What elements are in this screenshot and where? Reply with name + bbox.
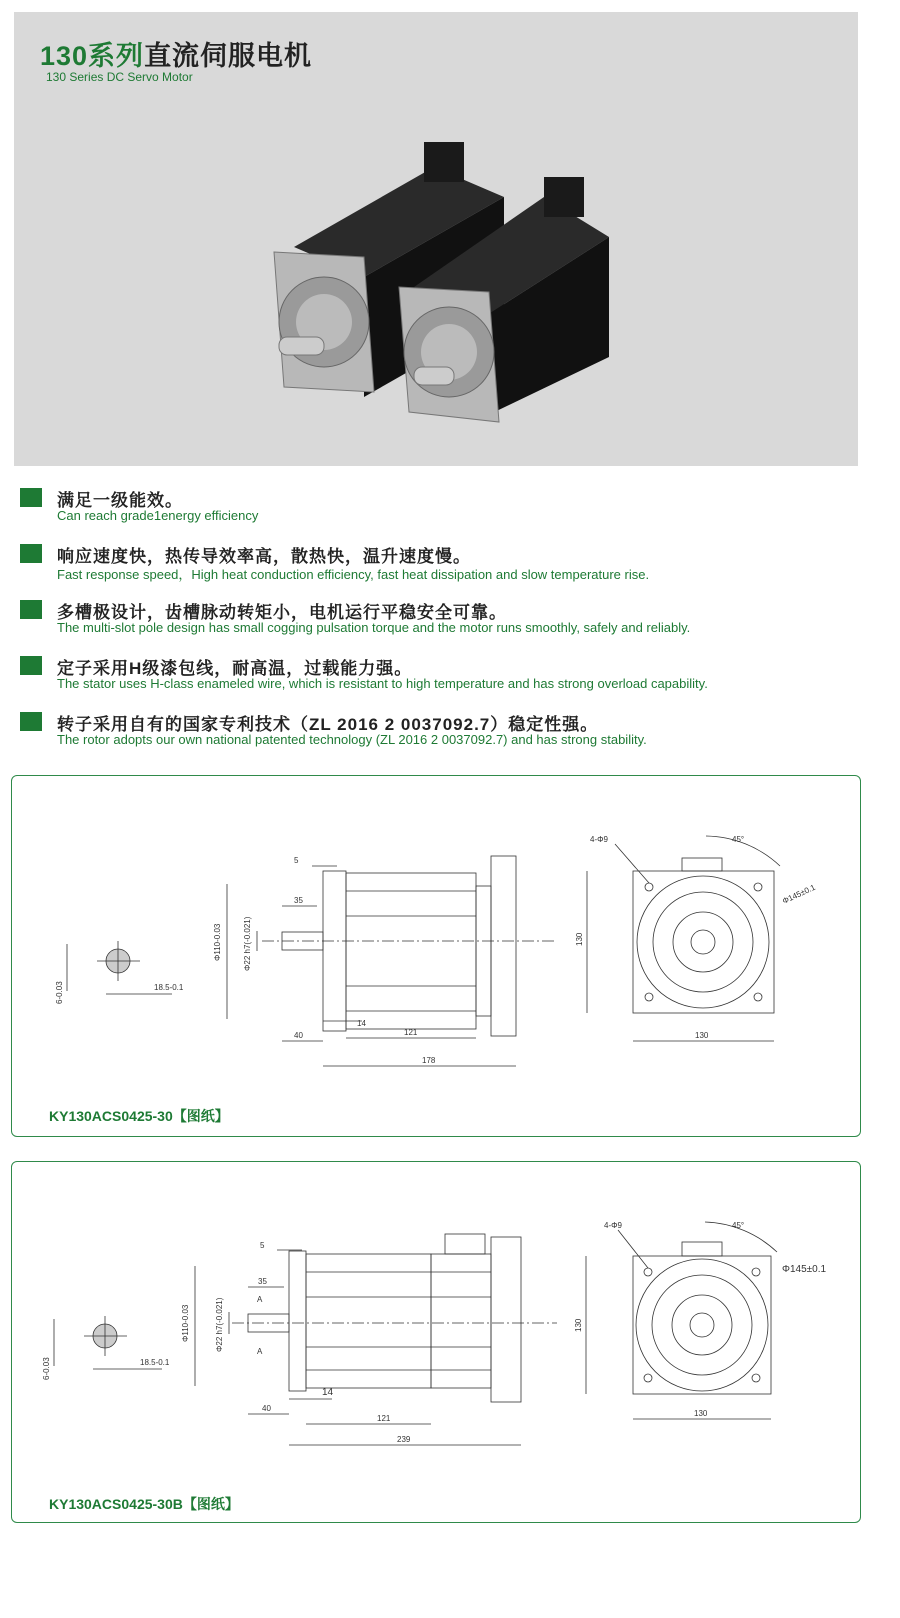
svg-text:Φ145±0.1: Φ145±0.1 xyxy=(781,882,817,906)
svg-text:6-0.03: 6-0.03 xyxy=(42,1357,51,1380)
drawing-caption[interactable]: KY130ACS0425-30B【图纸】 xyxy=(49,1496,239,1512)
svg-text:Φ145±0.1: Φ145±0.1 xyxy=(782,1264,827,1275)
page-title: 130系列直流伺服电机 xyxy=(40,41,313,71)
svg-text:45°: 45° xyxy=(732,1221,745,1230)
drawing-panel-1 xyxy=(11,775,861,1137)
svg-text:178: 178 xyxy=(422,1056,436,1065)
svg-text:5: 5 xyxy=(260,1241,265,1250)
svg-text:45°: 45° xyxy=(732,835,745,844)
svg-text:4-Φ9: 4-Φ9 xyxy=(604,1221,622,1230)
svg-text:130: 130 xyxy=(575,932,584,946)
drawing-caption[interactable]: KY130ACS0425-30【图纸】 xyxy=(49,1108,229,1124)
svg-text:40: 40 xyxy=(262,1404,271,1413)
svg-text:14: 14 xyxy=(322,1387,334,1398)
bullet-square-icon xyxy=(20,488,42,507)
technical-drawing-1 xyxy=(12,776,860,1136)
svg-text:5: 5 xyxy=(294,856,299,865)
motor-product-image xyxy=(254,127,624,427)
svg-text:A: A xyxy=(257,1347,263,1356)
svg-text:130: 130 xyxy=(694,1409,708,1418)
svg-text:40: 40 xyxy=(294,1031,303,1040)
svg-text:Φ110-0.03: Φ110-0.03 xyxy=(181,1304,190,1342)
bullet-square-icon xyxy=(20,544,42,563)
svg-text:Φ110-0.03: Φ110-0.03 xyxy=(213,923,222,961)
hero-banner xyxy=(14,12,858,466)
svg-text:35: 35 xyxy=(294,896,303,905)
svg-text:130: 130 xyxy=(574,1318,583,1332)
svg-text:130: 130 xyxy=(695,1031,709,1040)
technical-drawing-2 xyxy=(12,1162,860,1522)
svg-text:14: 14 xyxy=(357,1019,366,1028)
svg-text:6-0.03: 6-0.03 xyxy=(55,981,64,1004)
bullet-square-icon xyxy=(20,656,42,675)
svg-text:18.5-0.1: 18.5-0.1 xyxy=(140,1358,170,1367)
svg-text:121: 121 xyxy=(404,1028,418,1037)
bullet-square-icon xyxy=(20,712,42,731)
bullet-square-icon xyxy=(20,600,42,619)
svg-text:239: 239 xyxy=(397,1435,411,1444)
svg-text:121: 121 xyxy=(377,1414,391,1423)
product-page: 130系列直流伺服电机 130 Series DC Servo Motor 满足一级能效。 Can reach grade1energy efficiency 响应速度快，热传导效率高，散热快，温升速度慢。 Fast response speed，High heat conduction efficiency, fast heat dissipation and slow temperature rise. 多槽极设计，齿槽脉动转矩小，电机运行平稳安全可靠。 The multi-slot pole design has small cogging pulsation torque and the motor runs smoothly, safely and reliably. 定子采用H级漆包线，耐高温，过载能力强。 The stator uses H-class enameled wire, which is resistant to high temperature and has strong overload capability. 转子采用自有的国家专利技术（ZL 2016 2 0037092.7）稳定性强。 The rotor adopts our own national patented technology (ZL 2016 2 0037092.7) and has strong stability. 6-0.03 18.5-0.1 Φ110-0.03 Φ22 h7(-0.021) 5 35 40 14 121 178 130 130 4-Φ9 45° Φ145±0.1 KY130ACS0425-30【图纸】 6-0.03 18.5-0.1 A A Φ110-0.03 Φ22 h7(-0.021) 5 35 40 14 121 239 130 130 4-Φ9 45° Φ145±0.1 KY130ACS0425-30B【图纸】 xyxy=(0,0,900,1618)
page-subtitle: 130 Series DC Servo Motor xyxy=(46,70,193,84)
svg-text:18.5-0.1: 18.5-0.1 xyxy=(154,983,184,992)
svg-text:Φ22 h7(-0.021): Φ22 h7(-0.021) xyxy=(215,1297,224,1352)
svg-text:A: A xyxy=(257,1295,263,1304)
drawing-panel-2 xyxy=(11,1161,861,1523)
svg-text:Φ22 h7(-0.021): Φ22 h7(-0.021) xyxy=(243,916,252,971)
svg-text:4-Φ9: 4-Φ9 xyxy=(590,835,608,844)
svg-text:35: 35 xyxy=(258,1277,267,1286)
